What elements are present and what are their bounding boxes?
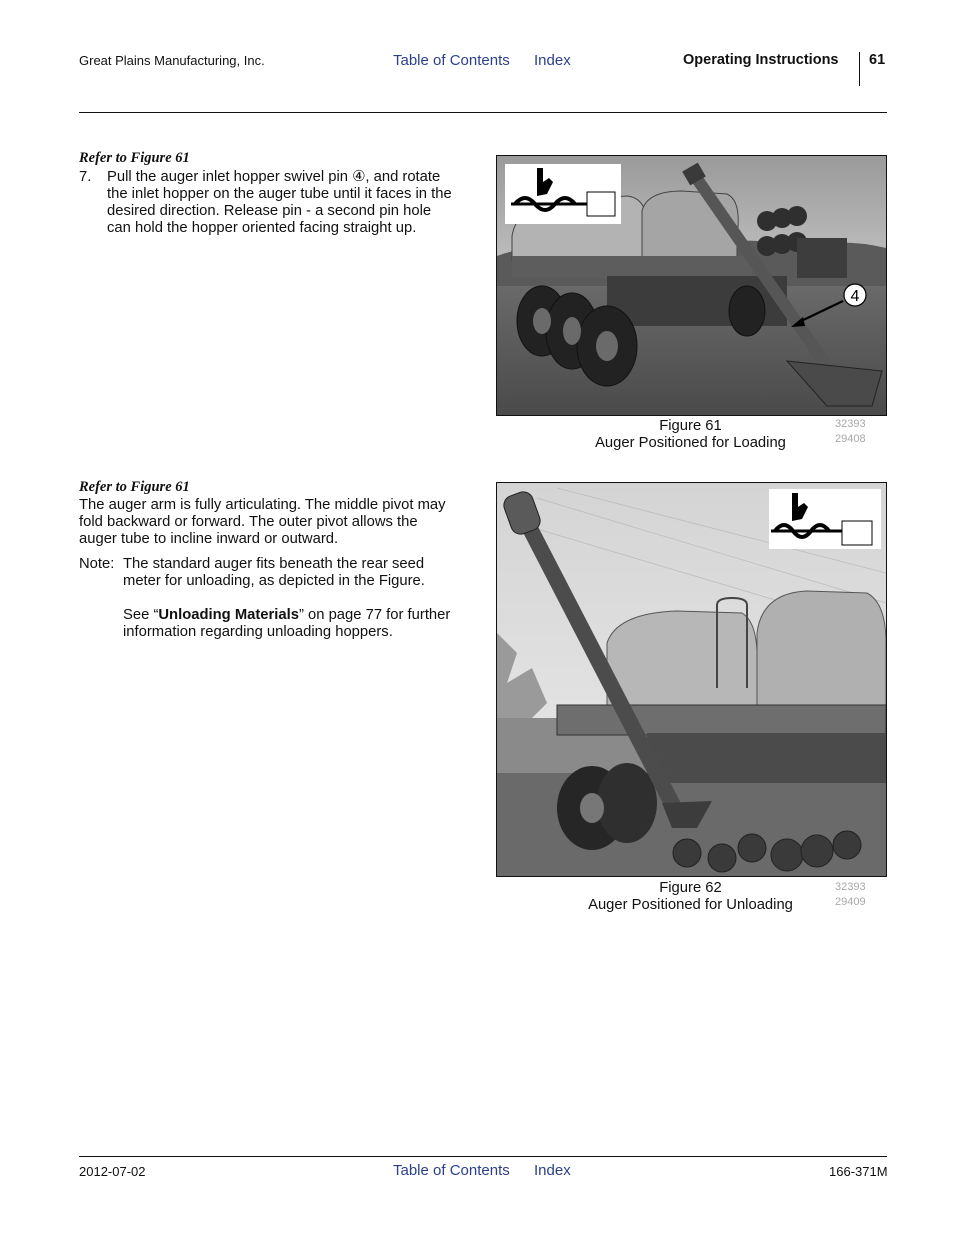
- paragraph-line: The auger arm is fully articulating. The middle pivot may: [79, 497, 446, 513]
- figure-62-ids: [835, 880, 866, 910]
- unloading-photo-illustration: [497, 483, 886, 876]
- note-line: The standard auger fits beneath the rear seed: [123, 556, 425, 572]
- see-link-title: Unloading Materials: [158, 607, 299, 623]
- header-divider: [859, 52, 860, 86]
- company-name: Great Plains Manufacturing, Inc.: [79, 53, 265, 68]
- see-line-2: information regarding unloading hoppers.: [123, 624, 393, 640]
- step-line: desired direction. Release pin - a second pin hole: [107, 203, 432, 219]
- figure-reference-2: Refer to Figure 61: [79, 479, 190, 495]
- figure-62-caption: [496, 880, 885, 914]
- figure-id: 29408: [835, 433, 866, 445]
- callout-number: 4: [850, 288, 860, 305]
- figure-61-ids: [835, 417, 866, 447]
- step-line: can hold the hopper oriented facing straight up.: [107, 220, 417, 236]
- footer-doc-number: 166-371M: [829, 1164, 888, 1179]
- page-number: 61: [869, 52, 886, 68]
- auger-hazard-icon-2: [769, 489, 881, 549]
- section-title: Operating Instructions: [683, 52, 839, 68]
- note-text: [123, 556, 483, 590]
- figure-id: 32393: [835, 418, 866, 430]
- step-text: [107, 169, 477, 237]
- header-rule: [79, 112, 887, 113]
- header-toc-link[interactable]: Table of Contents: [393, 52, 510, 69]
- figure-reference-1: Refer to Figure 61: [79, 150, 190, 166]
- note-label: Note:: [79, 556, 115, 572]
- header-index-link[interactable]: Index: [534, 52, 571, 69]
- figure-id: 32393: [835, 881, 866, 893]
- figure-61-photo: [496, 155, 887, 416]
- see-prefix: See “: [123, 607, 159, 623]
- figure-id: 29409: [835, 896, 866, 908]
- figure-62-photo: [496, 482, 887, 877]
- figure-61-caption: [496, 418, 885, 452]
- figure-61-title: Auger Positioned for Loading: [595, 435, 786, 451]
- figure-61-label: Figure 61: [659, 418, 722, 434]
- footer-rule: [79, 1156, 887, 1157]
- step-line: the inlet hopper on the auger tube until it faces in the: [107, 186, 452, 202]
- paragraph-line: fold backward or forward. The outer pivot allows the: [79, 514, 418, 530]
- footer-index-link[interactable]: Index: [534, 1162, 571, 1179]
- see-reference: [123, 607, 483, 641]
- step-number: 7.: [79, 169, 92, 185]
- footer-toc-link[interactable]: Table of Contents: [393, 1162, 510, 1179]
- footer-date: 2012-07-02: [79, 1164, 146, 1179]
- loading-photo-illustration: [497, 156, 886, 415]
- figure-62-label: Figure 62: [659, 880, 722, 896]
- note-line: meter for unloading, as depicted in the Figure.: [123, 573, 425, 589]
- auger-paragraph: [79, 497, 479, 548]
- figure-62-title: Auger Positioned for Unloading: [588, 897, 793, 913]
- auger-hazard-icon: [505, 164, 621, 224]
- see-suffix: ” on page 77 for further: [298, 607, 451, 623]
- step-line: Pull the auger inlet hopper swivel pin ④, and rotate: [107, 169, 441, 185]
- paragraph-line: auger tube to incline inward or outward.: [79, 531, 339, 547]
